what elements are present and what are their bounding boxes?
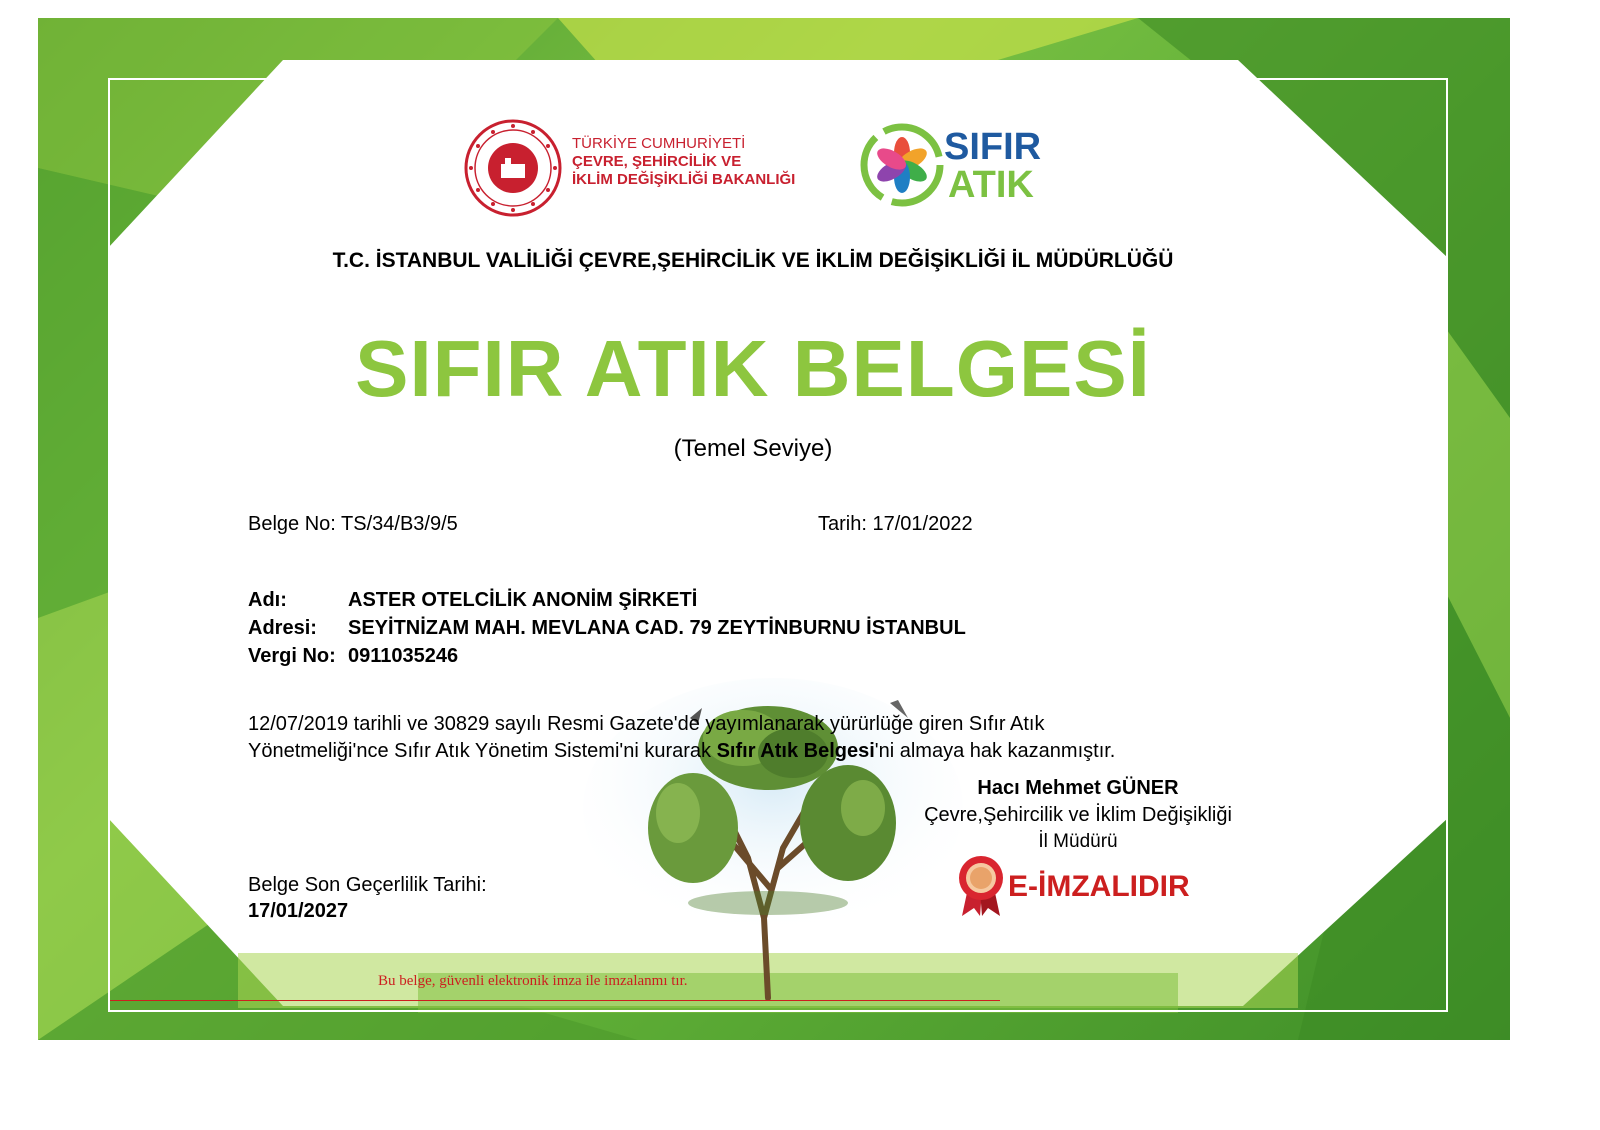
tarih: Tarih: 17/01/2022 (818, 513, 973, 535)
sifir-logo-line2: ATIK (948, 164, 1034, 206)
e-imza-label: E-İMZALIDIR (1008, 870, 1190, 903)
validity-date: 17/01/2027 (248, 900, 349, 922)
sifir-logo-line1: SIFIR (944, 126, 1042, 168)
statement-line2-pre: Yönetmeliği'nce Sıfır Atık Yönetim Sistemi'ni kurarak (248, 740, 717, 762)
field-value-tax-no: 0911035246 (348, 645, 459, 667)
ministry-name-line2: ÇEVRE, ŞEHİRCİLİK VE (572, 153, 742, 170)
field-value-name: ASTER OTELCİLİK ANONİM ŞİRKETİ (348, 589, 698, 611)
ministry-name-line1: TÜRKİYE CUMHURİYETİ (572, 135, 746, 152)
field-label-name: Adı: (248, 589, 287, 611)
statement-line1: 12/07/2019 tarihli ve 30829 sayılı Resmi Gazete'de yayımlanarak yürürlüğe giren Sıfır Atık (248, 713, 1045, 735)
statement-line2-bold: Sıfır Atık Belgesi (716, 740, 875, 762)
rosette-badge-icon (956, 854, 1006, 918)
field-label-address: Adresi: (248, 617, 317, 639)
ministry-name-line3: İKLİM DEĞİŞİKLİĞİ BAKANLIĞI (572, 171, 796, 188)
directorate-heading: T.C. İSTANBUL VALİLİĞİ ÇEVRE,ŞEHİRCİLİK VE İKLİM DEĞİŞİKLİĞİ İL MÜDÜRLÜĞÜ (332, 249, 1174, 272)
validity-label: Belge Son Geçerlilik Tarihi: (248, 874, 487, 896)
sifir-atik-logo-icon (860, 123, 945, 208)
signatory-title2: İl Müdürü (1038, 831, 1118, 852)
esign-underline (110, 1000, 1000, 1001)
certificate-level: (Temel Seviye) (673, 435, 833, 462)
esign-note: Bu belge, güvenli elektronik imza ile imzalanmı tır. (378, 973, 688, 989)
field-label-tax-no: Vergi No: (248, 645, 336, 667)
certificate (38, 18, 1510, 1040)
signatory-title1: Çevre,Şehircilik ve İklim Değişikliği (924, 804, 1232, 826)
statement-line2-post: 'ni almaya hak kazanmıştır. (874, 740, 1116, 762)
statement-line2 (248, 740, 1115, 763)
belge-no: Belge No: TS/34/B3/9/5 (248, 513, 458, 535)
field-value-address: SEYİTNİZAM MAH. MEVLANA CAD. 79 ZEYTİNBURNU İSTANBUL (348, 617, 966, 639)
ministry-seal-icon (463, 118, 563, 218)
signatory-name: Hacı Mehmet GÜNER (977, 777, 1179, 799)
certificate-title: SIFIR ATIK BELGESİ (355, 324, 1151, 413)
